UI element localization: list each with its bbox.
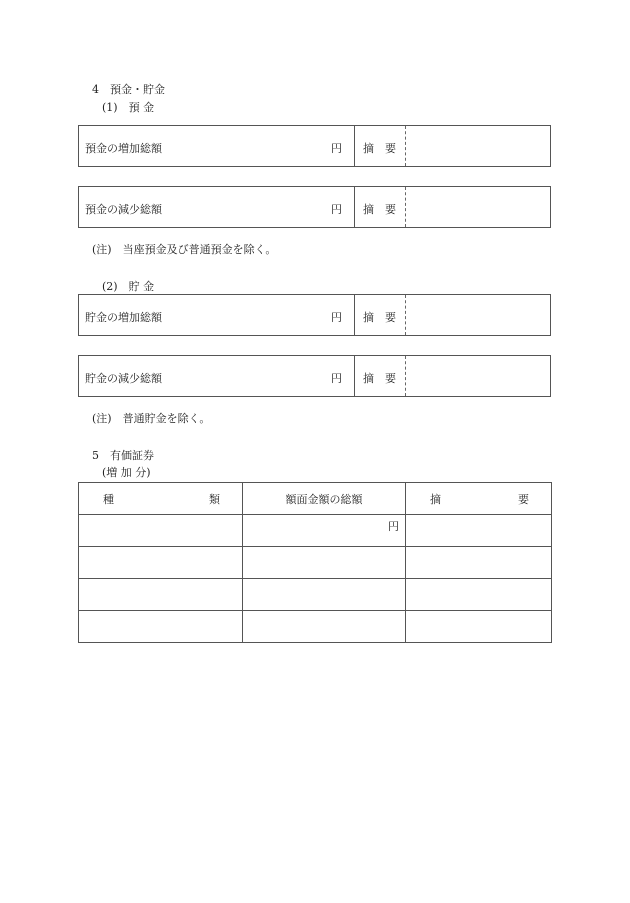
yen-unit: 円 [331, 311, 342, 324]
deposit-subtitle: (1) 預 金 [102, 101, 155, 114]
savings-increase-label: 貯金の増加総額 [85, 311, 162, 324]
remark-label: 摘 要 [363, 142, 396, 155]
amount-cell[interactable] [243, 611, 406, 643]
section-4-title: 4 預金・貯金 [92, 83, 165, 96]
deposit-decrease-box [78, 186, 551, 228]
table-row [79, 515, 552, 547]
securities-subtitle: (増 加 分) [102, 466, 151, 479]
dashed-divider [405, 187, 406, 227]
dashed-divider [405, 356, 406, 396]
table-header-row [79, 483, 552, 515]
remark-label: 摘 要 [363, 372, 396, 385]
divider [354, 356, 355, 396]
remark-label: 摘 要 [363, 203, 396, 216]
type-cell[interactable] [79, 547, 243, 579]
type-cell[interactable] [79, 611, 243, 643]
section-5-title: 5 有価証券 [92, 449, 154, 462]
divider [354, 126, 355, 166]
remark-cell[interactable] [406, 515, 552, 547]
amount-cell[interactable] [243, 515, 406, 547]
savings-note: (注) 普通貯金を除く。 [92, 412, 211, 425]
amount-cell[interactable] [243, 547, 406, 579]
header-remark-left: 摘 [430, 492, 441, 506]
yen-unit: 円 [331, 203, 342, 216]
remark-cell[interactable] [406, 611, 552, 643]
remark-cell[interactable] [406, 547, 552, 579]
securities-table [78, 482, 552, 643]
deposit-increase-label: 預金の増加総額 [85, 142, 162, 155]
yen-unit: 円 [331, 372, 342, 385]
savings-subtitle: (2) 貯 金 [102, 280, 155, 293]
divider [354, 187, 355, 227]
header-amount: 額面金額の総額 [243, 483, 406, 515]
yen-unit: 円 [388, 520, 399, 533]
table-row [79, 547, 552, 579]
deposit-note: (注) 当座預金及び普通預金を除く。 [92, 243, 277, 256]
remark-label: 摘 要 [363, 311, 396, 324]
header-remark [406, 483, 552, 515]
deposit-decrease-label: 預金の減少総額 [85, 203, 162, 216]
savings-increase-box [78, 294, 551, 336]
deposit-increase-box [78, 125, 551, 167]
header-type-left: 種 [103, 492, 114, 506]
divider [354, 295, 355, 335]
header-type-right: 類 [209, 492, 220, 506]
table-row [79, 579, 552, 611]
savings-decrease-label: 貯金の減少総額 [85, 372, 162, 385]
type-cell[interactable] [79, 515, 243, 547]
savings-decrease-box [78, 355, 551, 397]
type-cell[interactable] [79, 579, 243, 611]
table-row [79, 611, 552, 643]
header-remark-right: 要 [518, 492, 529, 506]
header-type [79, 483, 243, 515]
dashed-divider [405, 295, 406, 335]
dashed-divider [405, 126, 406, 166]
remark-cell[interactable] [406, 579, 552, 611]
amount-cell[interactable] [243, 579, 406, 611]
yen-unit: 円 [331, 142, 342, 155]
